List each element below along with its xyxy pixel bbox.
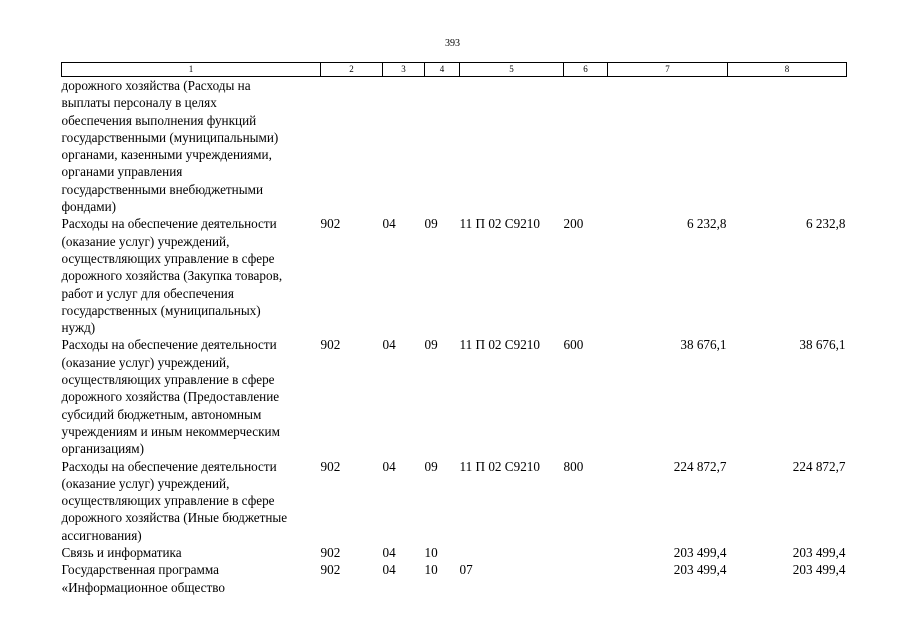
target-article-cell-text: 11 П 02 С9210 [459, 216, 540, 232]
expense-name-cell [62, 544, 321, 561]
expense-type-cell [564, 336, 608, 457]
expense-type-cell [564, 215, 608, 336]
column-number-8: 8 [728, 63, 847, 77]
amount-col8-cell-text: 203 499,4 [792, 562, 846, 578]
expense-name-line: (оказание услуг) учреждений, [61, 233, 230, 249]
expense-type-cell [564, 561, 608, 596]
target-article-cell [460, 77, 564, 216]
ministry-code-cell-text: 902 [320, 562, 341, 578]
expense-name-line: дорожного хозяйства (Расходы на [61, 78, 251, 93]
subsection-code-cell [425, 336, 460, 457]
expense-name-line: субсидий бюджетным, автономным [61, 406, 262, 422]
column-number-header-row [62, 63, 847, 77]
expense-name-line: осуществляющих управление в сфере [61, 372, 275, 388]
amount-col8-cell-text: 224 872,7 [792, 458, 846, 474]
target-article-cell [460, 458, 564, 544]
amount-col8-cell [728, 215, 847, 336]
section-code-cell-text: 04 [382, 545, 396, 561]
expense-type-cell-text: 200 [563, 216, 584, 232]
amount-col8-cell [728, 458, 847, 544]
ministry-code-cell-text: 902 [320, 216, 341, 232]
amount-col7-cell [608, 336, 728, 457]
expense-name-line: Расходы на обеспечение деятельности [61, 458, 277, 474]
target-article-cell-text: 11 П 02 С9210 [459, 458, 540, 474]
amount-col7-cell-text: 203 499,4 [673, 545, 727, 561]
amount-col8-cell-text: 203 499,4 [792, 545, 846, 561]
amount-col7-cell-text: 203 499,4 [673, 562, 727, 578]
expense-name-cell [62, 215, 321, 336]
expense-name-line: ассигнования) [61, 527, 142, 543]
section-code-cell [383, 336, 425, 457]
table-row [62, 77, 847, 216]
amount-col7-cell [608, 458, 728, 544]
expense-name-line: Государственная программа [61, 562, 219, 578]
table-row [62, 458, 847, 544]
amount-col8-cell [728, 336, 847, 457]
page-number: 393 [445, 38, 460, 49]
expense-name-line: работ и услуг для обеспечения [61, 285, 234, 301]
expense-name-line: выплаты персоналу в целях [61, 95, 217, 111]
expense-name-cell [62, 77, 321, 216]
column-number-7: 7 [608, 63, 728, 77]
table-row [62, 336, 847, 457]
subsection-code-cell-text: 10 [424, 545, 438, 561]
amount-col8-cell-text: 38 676,1 [799, 337, 846, 353]
expense-type-cell-text: 600 [563, 337, 584, 353]
target-article-cell [460, 215, 564, 336]
ministry-code-cell-text: 902 [320, 458, 341, 474]
section-code-cell [383, 561, 425, 596]
expense-name-cell [62, 458, 321, 544]
ministry-code-cell [321, 77, 383, 216]
section-code-cell-text: 04 [382, 337, 396, 353]
expense-type-cell [564, 458, 608, 544]
amount-col8-cell [728, 77, 847, 216]
section-code-cell-text: 04 [382, 216, 396, 232]
expense-name-line: (оказание услуг) учреждений, [61, 354, 230, 370]
expense-name-line: нужд) [61, 320, 96, 336]
expense-name-line: органами, казенными учреждениями, [61, 147, 272, 163]
target-article-cell [460, 561, 564, 596]
expense-name-line: фондами) [61, 199, 117, 215]
expense-name-line: дорожного хозяйства (Предоставление [61, 389, 280, 405]
expense-name-line: осуществляющих управление в сфере [61, 493, 275, 509]
table-body [62, 77, 847, 596]
amount-col7-cell [608, 544, 728, 561]
expense-name-line: государственными внебюджетными [61, 181, 264, 197]
expense-name-line: «Информационное общество [61, 579, 226, 595]
amount-col8-cell [728, 561, 847, 596]
table-row [62, 215, 847, 336]
amount-col7-cell [608, 77, 728, 216]
expense-name-line: Расходы на обеспечение деятельности [61, 337, 277, 353]
column-number-1: 1 [62, 63, 321, 77]
section-code-cell-text: 04 [382, 562, 396, 578]
budget-table [61, 62, 847, 596]
ministry-code-cell-text: 902 [320, 545, 341, 561]
column-number-3: 3 [383, 63, 425, 77]
expense-type-cell [564, 77, 608, 216]
target-article-cell [460, 336, 564, 457]
column-number-5: 5 [460, 63, 564, 77]
subsection-code-cell-text: 09 [424, 458, 438, 474]
ministry-code-cell-text: 902 [320, 337, 341, 353]
expense-name-line: (оказание услуг) учреждений, [61, 475, 230, 491]
section-code-cell [383, 77, 425, 216]
expense-name-line: государственными (муниципальными) [61, 129, 279, 145]
section-code-cell [383, 215, 425, 336]
subsection-code-cell [425, 544, 460, 561]
amount-col7-cell [608, 215, 728, 336]
subsection-code-cell-text: 09 [424, 337, 438, 353]
expense-name-line: Расходы на обеспечение деятельности [61, 216, 277, 232]
expense-name-line: организациям) [61, 441, 145, 457]
expense-name-cell [62, 561, 321, 596]
amount-col8-cell [728, 544, 847, 561]
ministry-code-cell [321, 458, 383, 544]
amount-col7-cell-text: 38 676,1 [680, 337, 727, 353]
ministry-code-cell [321, 544, 383, 561]
column-number-6: 6 [564, 63, 608, 77]
table-row [62, 561, 847, 596]
column-number-2: 2 [321, 63, 383, 77]
amount-col7-cell [608, 561, 728, 596]
section-code-cell-text: 04 [382, 458, 396, 474]
column-number-4: 4 [425, 63, 460, 77]
target-article-cell-text: 07 [459, 562, 473, 578]
subsection-code-cell-text: 10 [424, 562, 438, 578]
subsection-code-cell [425, 77, 460, 216]
amount-col7-cell-text: 6 232,8 [686, 216, 727, 232]
expense-type-cell-text: 800 [563, 458, 584, 474]
ministry-code-cell [321, 215, 383, 336]
subsection-code-cell [425, 561, 460, 596]
expense-name-line: Связь и информатика [61, 545, 182, 561]
section-code-cell [383, 458, 425, 544]
target-article-cell-text: 11 П 02 С9210 [459, 337, 540, 353]
subsection-code-cell-text: 09 [424, 216, 438, 232]
ministry-code-cell [321, 561, 383, 596]
amount-col7-cell-text: 224 872,7 [673, 458, 727, 474]
amount-col8-cell-text: 6 232,8 [805, 216, 846, 232]
expense-name-cell [62, 336, 321, 457]
expense-name-line: учреждениям и иным некоммерческим [61, 423, 280, 439]
expense-name-line: органами управления [61, 164, 183, 180]
ministry-code-cell [321, 336, 383, 457]
subsection-code-cell [425, 215, 460, 336]
expense-name-line: дорожного хозяйства (Иные бюджетные [61, 510, 288, 526]
target-article-cell [460, 544, 564, 561]
expense-name-line: дорожного хозяйства (Закупка товаров, [61, 268, 283, 284]
expense-name-line: осуществляющих управление в сфере [61, 250, 275, 266]
expense-type-cell [564, 544, 608, 561]
expense-name-line: обеспечения выполнения функций [61, 112, 257, 128]
expense-name-line: государственных (муниципальных) [61, 302, 261, 318]
subsection-code-cell [425, 458, 460, 544]
section-code-cell [383, 544, 425, 561]
table-row [62, 544, 847, 561]
